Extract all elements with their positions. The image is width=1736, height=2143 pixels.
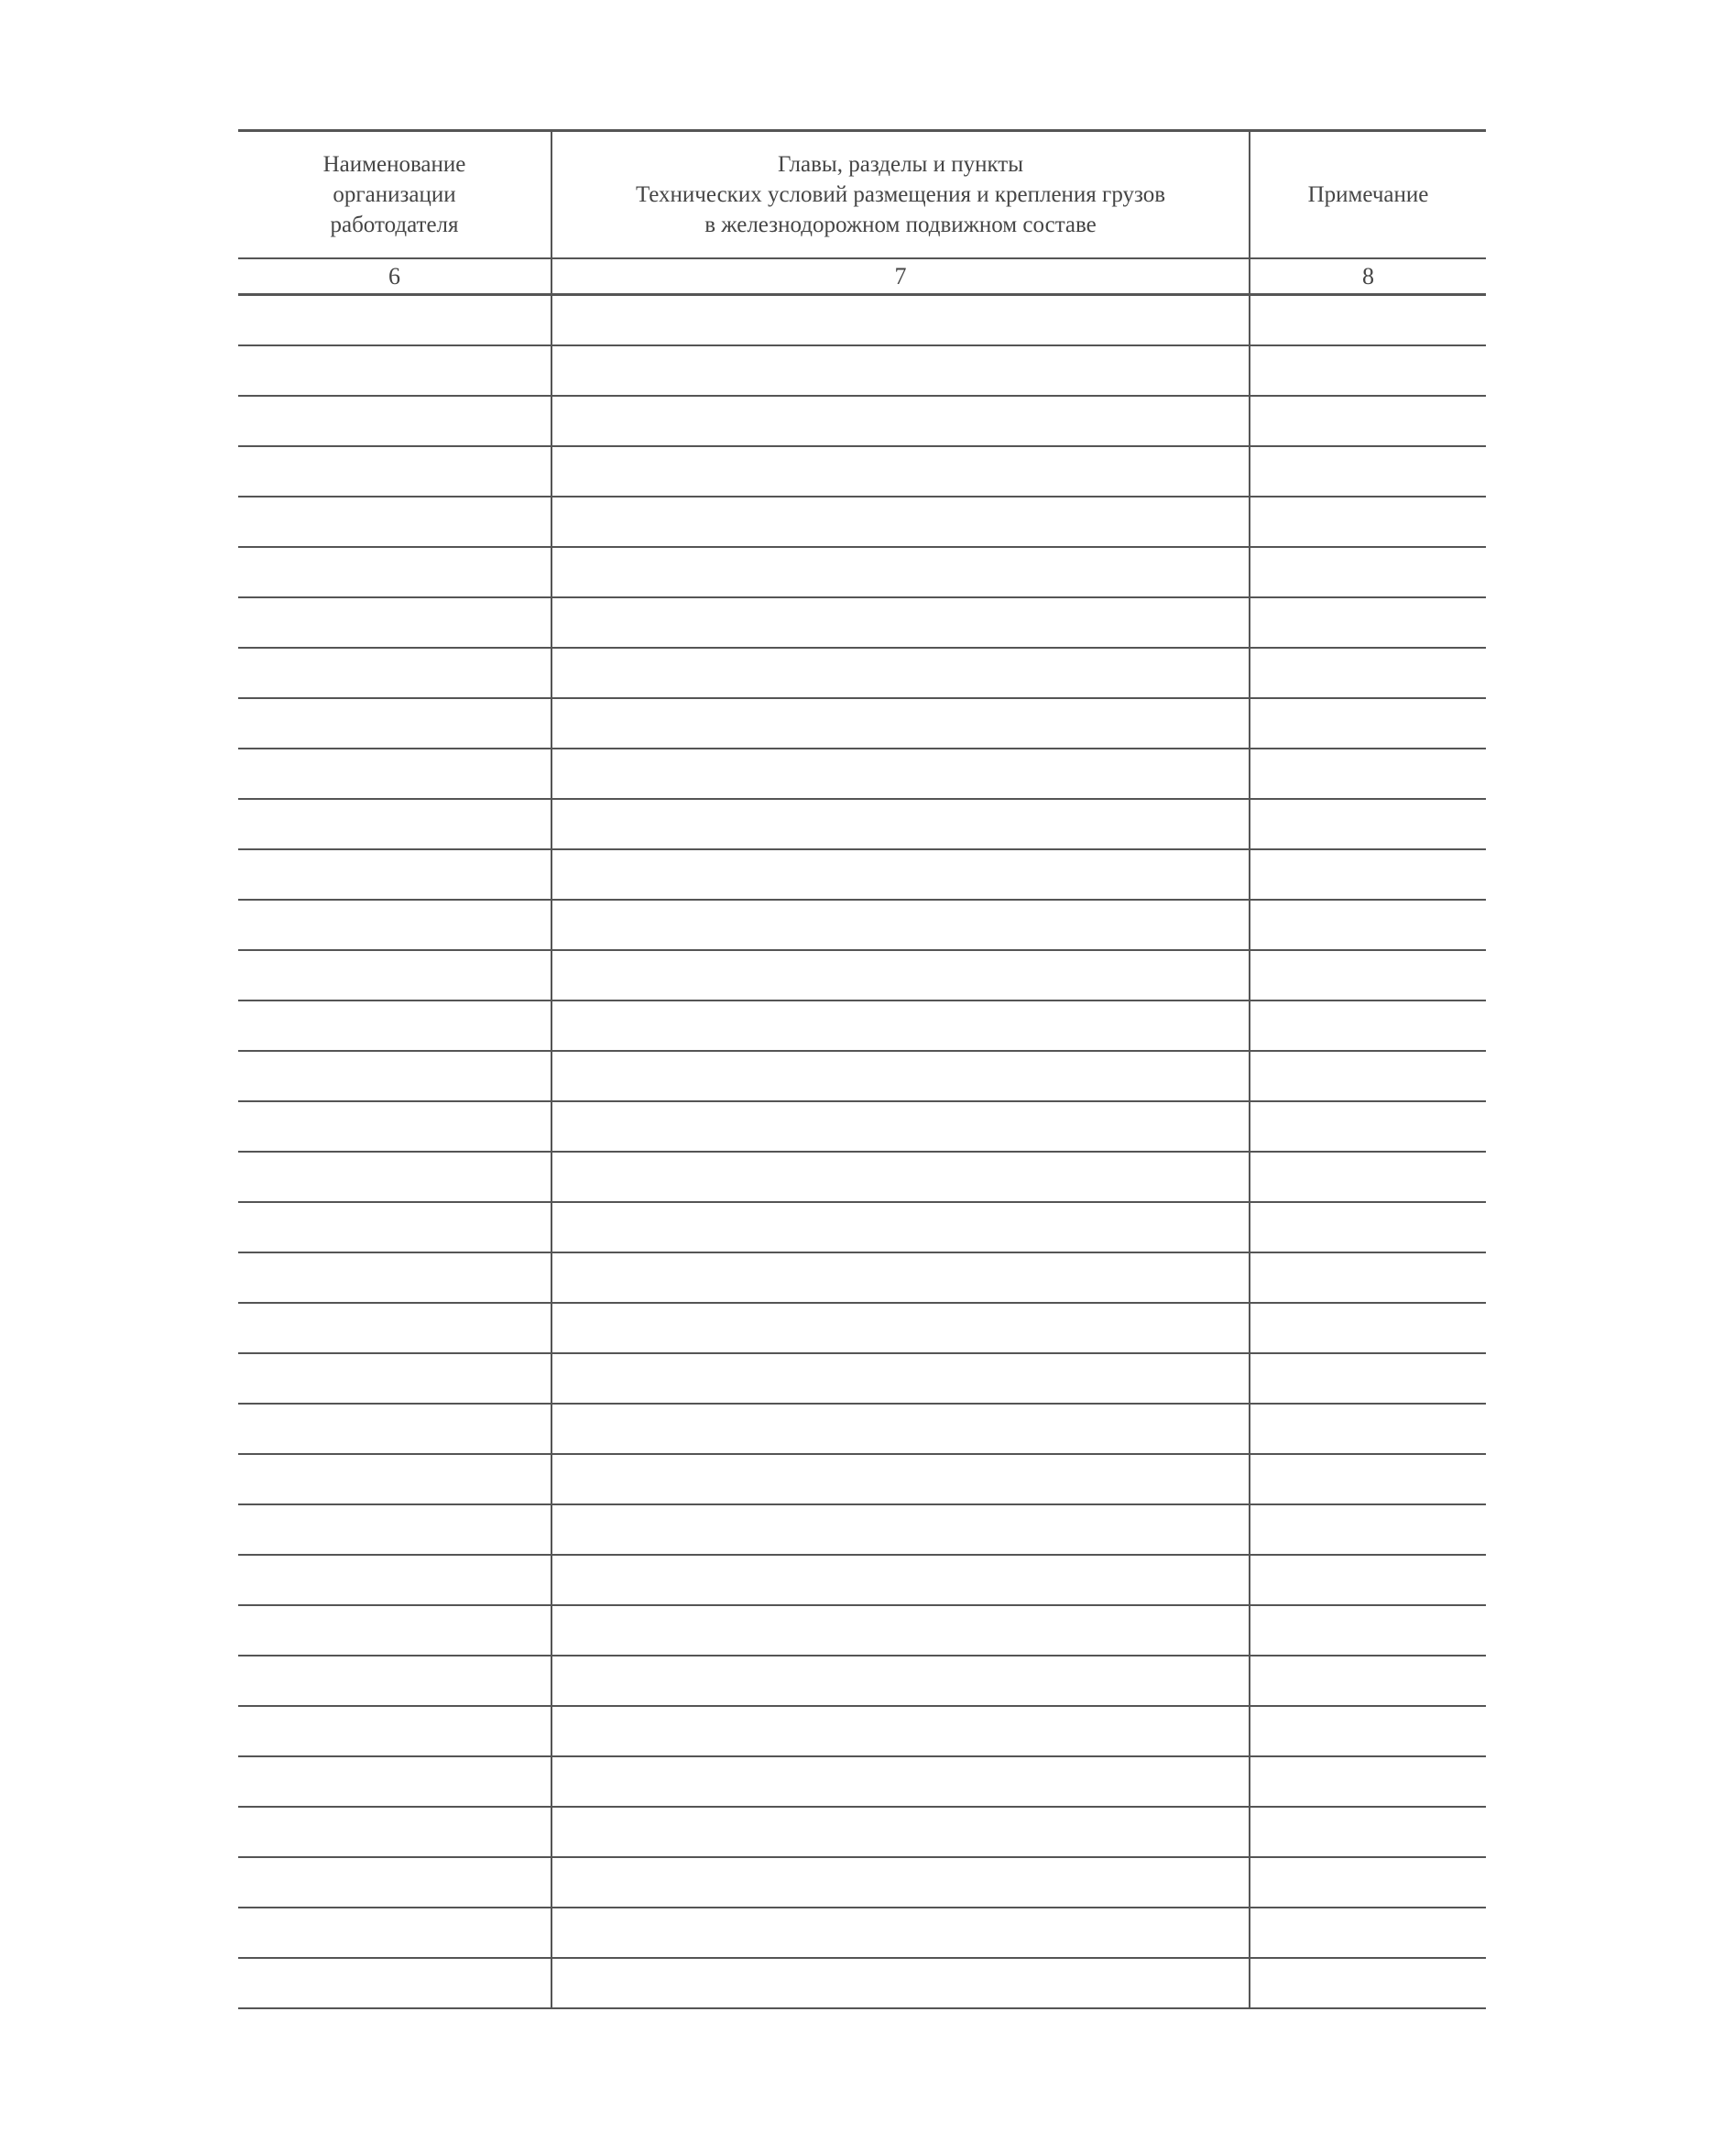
- cell-employer-name[interactable]: [238, 1152, 551, 1202]
- cell-technical-conditions-sections[interactable]: [551, 1152, 1250, 1202]
- table-row: [238, 1504, 1486, 1555]
- cell-employer-name[interactable]: [238, 950, 551, 1000]
- cell-technical-conditions-sections[interactable]: [551, 295, 1250, 346]
- cell-employer-name[interactable]: [238, 1404, 551, 1454]
- table-row: [238, 1857, 1486, 1908]
- cell-note[interactable]: [1250, 1303, 1486, 1353]
- column-number-6: 6: [238, 258, 551, 295]
- cell-technical-conditions-sections[interactable]: [551, 597, 1250, 648]
- cell-note[interactable]: [1250, 1857, 1486, 1908]
- journal-table: [238, 129, 1486, 2009]
- cell-employer-name[interactable]: [238, 1353, 551, 1404]
- table-row: [238, 698, 1486, 749]
- cell-note[interactable]: [1250, 900, 1486, 950]
- cell-technical-conditions-sections[interactable]: [551, 497, 1250, 547]
- table-row: [238, 900, 1486, 950]
- cell-note[interactable]: [1250, 1252, 1486, 1303]
- cell-note[interactable]: [1250, 446, 1486, 497]
- cell-technical-conditions-sections[interactable]: [551, 1303, 1250, 1353]
- table-row: [238, 1303, 1486, 1353]
- cell-technical-conditions-sections[interactable]: [551, 1958, 1250, 2008]
- cell-note[interactable]: [1250, 1958, 1486, 2008]
- cell-note[interactable]: [1250, 1706, 1486, 1756]
- cell-employer-name[interactable]: [238, 345, 551, 396]
- cell-note[interactable]: [1250, 1404, 1486, 1454]
- cell-employer-name[interactable]: [238, 1807, 551, 1857]
- table-row: [238, 1252, 1486, 1303]
- cell-employer-name[interactable]: [238, 446, 551, 497]
- table-row: [238, 1958, 1486, 2008]
- table-row: [238, 497, 1486, 547]
- cell-note[interactable]: [1250, 1101, 1486, 1152]
- header-note: Примечание: [1250, 131, 1486, 259]
- cell-note[interactable]: [1250, 497, 1486, 547]
- table-row: [238, 1555, 1486, 1605]
- cell-technical-conditions-sections[interactable]: [551, 749, 1250, 799]
- cell-employer-name[interactable]: [238, 849, 551, 900]
- cell-note[interactable]: [1250, 396, 1486, 446]
- cell-technical-conditions-sections[interactable]: [551, 849, 1250, 900]
- cell-technical-conditions-sections[interactable]: [551, 1051, 1250, 1101]
- header-technical-conditions-sections: Главы, разделы и пункты Технических условий размещения и крепления грузов в железнодорожном подвижном составе: [551, 131, 1250, 259]
- cell-technical-conditions-sections[interactable]: [551, 950, 1250, 1000]
- cell-employer-name[interactable]: [238, 497, 551, 547]
- table-row: [238, 648, 1486, 698]
- cell-note[interactable]: [1250, 648, 1486, 698]
- cell-employer-name[interactable]: [238, 1908, 551, 1958]
- column-number-row: [238, 258, 1486, 295]
- table-row: [238, 1000, 1486, 1051]
- cell-note[interactable]: [1250, 749, 1486, 799]
- cell-employer-name[interactable]: [238, 1051, 551, 1101]
- cell-employer-name[interactable]: [238, 295, 551, 346]
- table-row: [238, 1706, 1486, 1756]
- table-row: [238, 1454, 1486, 1504]
- cell-note[interactable]: [1250, 547, 1486, 597]
- cell-note[interactable]: [1250, 698, 1486, 749]
- cell-employer-name[interactable]: [238, 1454, 551, 1504]
- table-header: [238, 131, 1486, 295]
- cell-employer-name[interactable]: [238, 1000, 551, 1051]
- cell-note[interactable]: [1250, 1908, 1486, 1958]
- cell-employer-name[interactable]: [238, 1857, 551, 1908]
- cell-note[interactable]: [1250, 1605, 1486, 1656]
- table-row: [238, 1656, 1486, 1706]
- cell-technical-conditions-sections[interactable]: [551, 1605, 1250, 1656]
- cell-technical-conditions-sections[interactable]: [551, 1555, 1250, 1605]
- cell-note[interactable]: [1250, 1555, 1486, 1605]
- cell-employer-name[interactable]: [238, 648, 551, 698]
- table-row: [238, 1353, 1486, 1404]
- cell-note[interactable]: [1250, 1051, 1486, 1101]
- cell-technical-conditions-sections[interactable]: [551, 345, 1250, 396]
- table-row: [238, 1908, 1486, 1958]
- table-row: [238, 799, 1486, 849]
- cell-technical-conditions-sections[interactable]: [551, 900, 1250, 950]
- cell-technical-conditions-sections[interactable]: [551, 1202, 1250, 1252]
- cell-note[interactable]: [1250, 597, 1486, 648]
- table-row: [238, 345, 1486, 396]
- cell-technical-conditions-sections[interactable]: [551, 1807, 1250, 1857]
- cell-employer-name[interactable]: [238, 1958, 551, 2008]
- cell-employer-name[interactable]: [238, 698, 551, 749]
- table-row: [238, 1202, 1486, 1252]
- cell-note[interactable]: [1250, 1504, 1486, 1555]
- cell-employer-name[interactable]: [238, 1706, 551, 1756]
- cell-technical-conditions-sections[interactable]: [551, 547, 1250, 597]
- cell-employer-name[interactable]: [238, 1756, 551, 1807]
- table-row: [238, 749, 1486, 799]
- cell-note[interactable]: [1250, 1656, 1486, 1706]
- cell-employer-name[interactable]: [238, 1504, 551, 1555]
- header-row: [238, 131, 1486, 259]
- cell-note[interactable]: [1250, 950, 1486, 1000]
- cell-employer-name[interactable]: [238, 1555, 551, 1605]
- cell-technical-conditions-sections[interactable]: [551, 396, 1250, 446]
- table-row: [238, 547, 1486, 597]
- cell-note[interactable]: [1250, 1202, 1486, 1252]
- table-row: [238, 597, 1486, 648]
- column-number-8: 8: [1250, 258, 1486, 295]
- cell-employer-name[interactable]: [238, 547, 551, 597]
- cell-employer-name[interactable]: [238, 1656, 551, 1706]
- cell-technical-conditions-sections[interactable]: [551, 1252, 1250, 1303]
- cell-note[interactable]: [1250, 1807, 1486, 1857]
- cell-technical-conditions-sections[interactable]: [551, 1404, 1250, 1454]
- cell-employer-name[interactable]: [238, 900, 551, 950]
- cell-technical-conditions-sections[interactable]: [551, 1101, 1250, 1152]
- cell-technical-conditions-sections[interactable]: [551, 1454, 1250, 1504]
- cell-employer-name[interactable]: [238, 396, 551, 446]
- cell-technical-conditions-sections[interactable]: [551, 1908, 1250, 1958]
- cell-employer-name[interactable]: [238, 749, 551, 799]
- table-row: [238, 446, 1486, 497]
- cell-technical-conditions-sections[interactable]: [551, 1857, 1250, 1908]
- cell-employer-name[interactable]: [238, 1101, 551, 1152]
- table-row: [238, 1152, 1486, 1202]
- table-row: [238, 1756, 1486, 1807]
- cell-note[interactable]: [1250, 295, 1486, 346]
- cell-note[interactable]: [1250, 345, 1486, 396]
- cell-note[interactable]: [1250, 799, 1486, 849]
- table-row: [238, 1807, 1486, 1857]
- table-row: [238, 396, 1486, 446]
- cell-note[interactable]: [1250, 1152, 1486, 1202]
- cell-note[interactable]: [1250, 1454, 1486, 1504]
- cell-employer-name[interactable]: [238, 1252, 551, 1303]
- cell-note[interactable]: [1250, 849, 1486, 900]
- cell-technical-conditions-sections[interactable]: [551, 648, 1250, 698]
- cell-technical-conditions-sections[interactable]: [551, 1656, 1250, 1706]
- cell-employer-name[interactable]: [238, 597, 551, 648]
- table-row: [238, 950, 1486, 1000]
- table-row: [238, 1404, 1486, 1454]
- cell-technical-conditions-sections[interactable]: [551, 1000, 1250, 1051]
- cell-employer-name[interactable]: [238, 1605, 551, 1656]
- cell-technical-conditions-sections[interactable]: [551, 1756, 1250, 1807]
- cell-employer-name[interactable]: [238, 799, 551, 849]
- table-row: [238, 295, 1486, 346]
- cell-technical-conditions-sections[interactable]: [551, 446, 1250, 497]
- cell-employer-name[interactable]: [238, 1202, 551, 1252]
- header-employer-name: Наименование организации работодателя: [238, 131, 551, 259]
- cell-note[interactable]: [1250, 1756, 1486, 1807]
- table-row: [238, 1051, 1486, 1101]
- cell-employer-name[interactable]: [238, 1303, 551, 1353]
- table-body: [238, 295, 1486, 2009]
- table-row: [238, 1101, 1486, 1152]
- cell-technical-conditions-sections[interactable]: [551, 1504, 1250, 1555]
- cell-technical-conditions-sections[interactable]: [551, 799, 1250, 849]
- table-row: [238, 1605, 1486, 1656]
- column-number-7: 7: [551, 258, 1250, 295]
- cell-note[interactable]: [1250, 1353, 1486, 1404]
- cell-technical-conditions-sections[interactable]: [551, 698, 1250, 749]
- cell-note[interactable]: [1250, 1000, 1486, 1051]
- table-row: [238, 849, 1486, 900]
- cell-technical-conditions-sections[interactable]: [551, 1706, 1250, 1756]
- cell-technical-conditions-sections[interactable]: [551, 1353, 1250, 1404]
